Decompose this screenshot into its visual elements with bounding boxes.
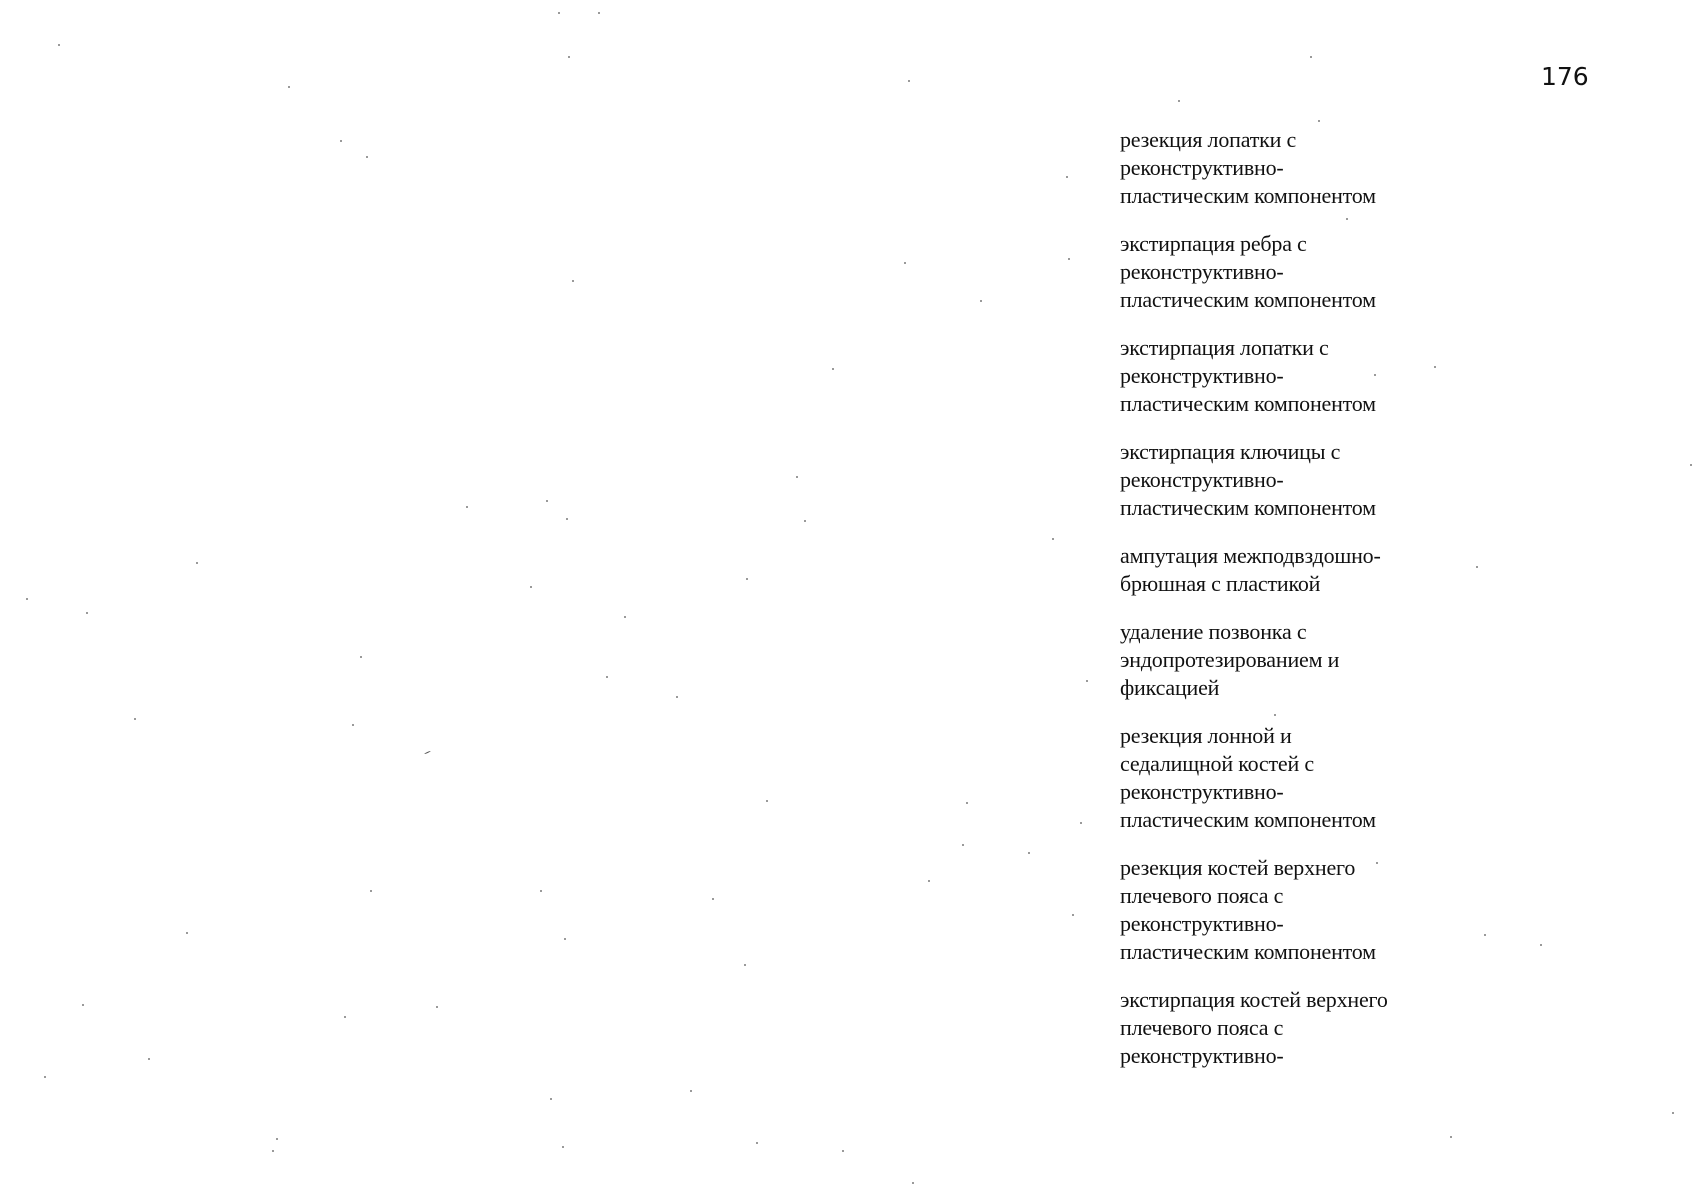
scan-speck	[340, 140, 342, 142]
scan-speck	[962, 844, 964, 846]
entry-line: экстирпация ключицы с	[1120, 439, 1341, 464]
scan-speck	[370, 890, 372, 892]
scan-speck	[676, 696, 678, 698]
scan-speck	[1052, 538, 1054, 540]
entry-line: пластическим компонентом	[1120, 391, 1376, 416]
entry-line: экстирпация костей верхнего	[1120, 987, 1388, 1012]
list-item	[1120, 986, 1500, 1070]
scan-speck	[1434, 366, 1436, 368]
scan-speck	[44, 1076, 46, 1078]
list-item	[1120, 230, 1500, 314]
entry-line: эндопротезированием и	[1120, 647, 1340, 672]
scan-speck	[562, 1146, 564, 1148]
scan-speck	[966, 802, 968, 804]
entry-line: ампутация межподвздошно-	[1120, 543, 1381, 568]
entry-line: пластическим компонентом	[1120, 287, 1376, 312]
entry-line: пластическим компонентом	[1120, 495, 1376, 520]
scan-speck	[360, 656, 362, 658]
scan-speck	[712, 898, 714, 900]
list-item	[1120, 542, 1500, 598]
scan-speck	[186, 932, 188, 934]
scan-speck	[1310, 56, 1312, 58]
entry-line: плечевого пояса с	[1120, 1015, 1284, 1040]
entry-line: реконструктивно-	[1120, 1043, 1284, 1068]
scan-speck	[1476, 566, 1478, 568]
entry-line: пластическим компонентом	[1120, 183, 1376, 208]
scan-speck	[436, 1006, 438, 1008]
scan-speck	[466, 506, 468, 508]
scan-speck	[572, 280, 574, 282]
scan-speck	[1178, 100, 1180, 102]
scan-speck	[690, 1090, 692, 1092]
scan-speck	[1072, 914, 1074, 916]
procedure-list	[1120, 126, 1500, 1090]
scan-speck	[568, 56, 570, 58]
scan-speck	[82, 1004, 84, 1006]
scan-speck	[1484, 934, 1486, 936]
scan-speck	[1540, 944, 1542, 946]
entry-line: реконструктивно-	[1120, 155, 1284, 180]
scan-speck	[904, 262, 906, 264]
scan-speck	[1066, 176, 1068, 178]
entry-line: удаление позвонка с	[1120, 619, 1307, 644]
scan-speck	[606, 676, 608, 678]
list-item	[1120, 334, 1500, 418]
page-number: 176	[1541, 62, 1589, 91]
list-item	[1120, 126, 1500, 210]
scan-speck	[842, 1150, 844, 1152]
scan-speck	[540, 890, 542, 892]
scan-speck	[26, 598, 28, 600]
scan-speck	[86, 612, 88, 614]
scan-speck	[804, 520, 806, 522]
scan-speck	[980, 300, 982, 302]
scan-speck	[796, 476, 798, 478]
scan-speck	[566, 518, 568, 520]
scan-speck	[1080, 822, 1082, 824]
entry-line: экстирпация лопатки с	[1120, 335, 1329, 360]
entry-line: плечевого пояса с	[1120, 883, 1284, 908]
scan-speck	[366, 156, 368, 158]
scan-speck	[1690, 464, 1692, 466]
scan-speck	[1346, 218, 1348, 220]
scan-speck	[1068, 258, 1070, 260]
scan-speck	[756, 1142, 758, 1144]
scan-speck	[352, 724, 354, 726]
scan-speck	[288, 86, 290, 88]
scan-speck	[832, 368, 834, 370]
scan-speck	[276, 1138, 278, 1140]
scan-speck	[1374, 374, 1376, 376]
scan-speck	[1672, 1112, 1674, 1114]
entry-line: резекция лопатки с	[1120, 127, 1297, 152]
entry-line: реконструктивно-	[1120, 259, 1284, 284]
scan-speck	[624, 616, 626, 618]
entry-line: реконструктивно-	[1120, 779, 1284, 804]
scan-speck	[558, 12, 560, 14]
scan-speck	[1450, 1136, 1452, 1138]
scan-speck	[598, 12, 600, 14]
entry-line: брюшная с пластикой	[1120, 571, 1321, 596]
scan-speck	[344, 1016, 346, 1018]
scan-speck	[550, 1098, 552, 1100]
scan-speck	[766, 800, 768, 802]
scan-speck	[196, 562, 198, 564]
entry-line: седалищной костей с	[1120, 751, 1314, 776]
scan-speck	[1086, 680, 1088, 682]
entry-line: реконструктивно-	[1120, 363, 1284, 388]
entry-line: фиксацией	[1120, 675, 1220, 700]
scan-speck	[744, 964, 746, 966]
scan-speck	[134, 718, 136, 720]
scan-speck	[912, 1182, 914, 1184]
list-item	[1120, 854, 1500, 966]
scan-speck	[1318, 120, 1320, 122]
list-item	[1120, 722, 1500, 834]
list-item	[1120, 618, 1500, 702]
entry-line: пластическим компонентом	[1120, 939, 1376, 964]
entry-line: реконструктивно-	[1120, 911, 1284, 936]
scan-speck	[58, 44, 60, 46]
scan-speck	[1028, 852, 1030, 854]
scan-speck	[928, 880, 930, 882]
scan-speck	[564, 938, 566, 940]
entry-line: резекция лонной и	[1120, 723, 1292, 748]
scan-speck	[424, 751, 431, 755]
scan-speck	[272, 1150, 274, 1152]
scan-speck	[746, 578, 748, 580]
entry-line: экстирпация ребра с	[1120, 231, 1307, 256]
scan-speck	[1376, 862, 1378, 864]
scan-speck	[530, 586, 532, 588]
entry-line: реконструктивно-	[1120, 467, 1284, 492]
scan-speck	[546, 500, 548, 502]
scan-speck	[908, 80, 910, 82]
entry-line: резекция костей верхнего	[1120, 855, 1356, 880]
list-item	[1120, 438, 1500, 522]
scan-speck	[148, 1058, 150, 1060]
entry-line: пластическим компонентом	[1120, 807, 1376, 832]
scan-speck	[1274, 714, 1276, 716]
